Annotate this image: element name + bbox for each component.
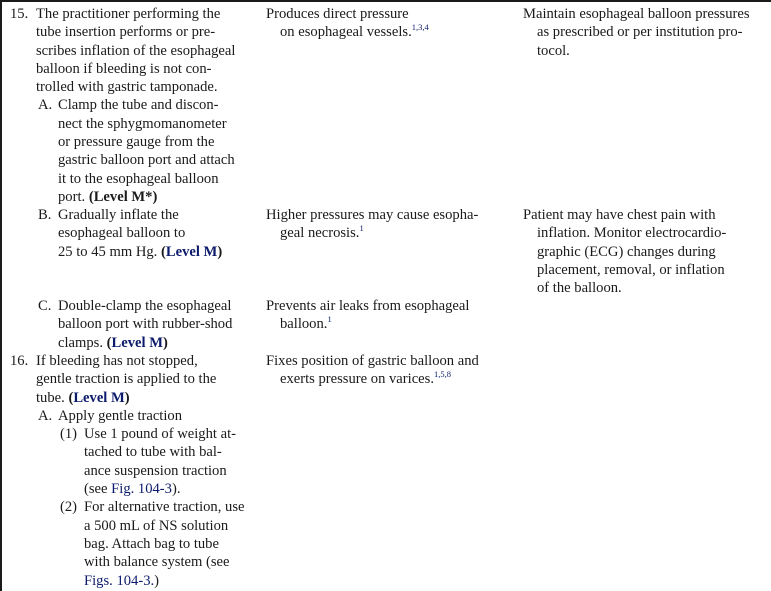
substep-label: (2) (60, 499, 78, 516)
text-line: balloon if bleeding is not con- (36, 60, 212, 77)
reference-superscript[interactable]: 1,5,8 (433, 369, 451, 380)
text-line: bag. Attach bag to tube (84, 535, 219, 552)
text-fragment: balloon. (280, 316, 328, 333)
figure-link[interactable]: Figs. 104-3. (84, 572, 155, 589)
text-line (266, 23, 516, 41)
text-line: graphic (ECG) changes during (537, 243, 716, 260)
step-16-action (10, 352, 258, 590)
text-line (58, 243, 258, 261)
text-line: Patient may have chest pain with (523, 207, 716, 223)
evidence-level (68, 390, 129, 406)
paren: ( (88, 188, 94, 205)
text-line: or pressure gauge from the (58, 134, 215, 151)
text-line: tached to tube with bal- (84, 444, 222, 461)
text-line: of the balloon. (537, 280, 622, 297)
text-fragment: ) (154, 572, 160, 589)
text-line (84, 480, 258, 498)
step-16a-2 (10, 498, 258, 589)
text-line: Gradually inflate the (58, 207, 179, 223)
step-15b-special-considerations (523, 206, 769, 297)
text-fragment: geal necrosis. (280, 225, 360, 242)
paren: ) (152, 188, 158, 205)
text-line: If bleeding has not stopped, (36, 353, 198, 369)
text-line (58, 188, 258, 206)
text-fragment: on esophageal vessels. (280, 24, 412, 41)
text-line: balloon port with rubber-shod (58, 316, 233, 333)
text-line: nect the sphygmomanometer (58, 115, 227, 132)
text-line: gentle traction is applied to the (36, 371, 217, 388)
level-link[interactable]: Level M (165, 243, 218, 260)
substep-label: B. (38, 207, 52, 223)
level-link[interactable]: Level M (73, 389, 125, 406)
text-fragment: ). (171, 481, 181, 498)
substep-label: C. (38, 298, 52, 314)
text-line: ance suspension traction (84, 462, 227, 479)
substep-label: A. (38, 407, 53, 424)
text-line: trolled with gastric tamponade. (36, 79, 218, 96)
step-16a (10, 407, 258, 425)
level-text: Level M* (93, 188, 153, 205)
text-line: Maintain esophageal balloon pressures (523, 6, 750, 22)
text-line (84, 572, 258, 590)
substep-label: A. (38, 97, 53, 114)
level-link[interactable]: Level M (111, 334, 163, 351)
text-fragment: clamps. (58, 334, 103, 351)
text-line: with balance system (see (84, 554, 230, 571)
text-fragment: 25 to 45 mm Hg. (58, 243, 158, 260)
text-line: Double-clamp the esophageal (58, 298, 232, 314)
text-line: For alternative traction, use (84, 499, 245, 516)
step-15-action (10, 5, 258, 206)
step-15-rationale (266, 5, 516, 42)
paren: ) (124, 389, 130, 406)
step-number: 16. (10, 353, 29, 369)
step-15a (10, 96, 258, 206)
figure-link[interactable]: Fig. 104-3 (111, 481, 172, 498)
text-line: Prevents air leaks from esophageal (266, 298, 470, 314)
reference-superscript[interactable]: 1 (327, 314, 332, 325)
evidence-level (89, 189, 158, 205)
text-line (266, 224, 516, 242)
text-line: Apply gentle traction (58, 407, 183, 424)
step-16-rationale (266, 352, 516, 389)
text-line: Clamp the tube and discon- (58, 97, 219, 114)
text-line: tube insertion performs or pre- (36, 24, 216, 41)
text-line (36, 389, 258, 407)
text-line: inflation. Monitor electrocardio- (537, 225, 727, 242)
text-line: The practitioner performing the (36, 6, 221, 22)
step-15c-rationale (266, 297, 516, 334)
evidence-level (161, 244, 222, 260)
step-15c-action (10, 297, 258, 352)
table-left-border (0, 0, 2, 591)
text-fragment: (see (84, 481, 112, 498)
paren: ( (106, 334, 112, 351)
text-line (58, 334, 258, 352)
text-line: Fixes position of gastric balloon and (266, 353, 479, 369)
step-15b-action (10, 206, 258, 261)
table-top-border (0, 0, 771, 2)
text-line: placement, removal, or inflation (537, 261, 725, 278)
text-line: tocol. (537, 42, 570, 59)
reference-superscript[interactable]: 1 (359, 223, 364, 234)
text-line (266, 370, 516, 388)
paren: ( (160, 243, 166, 260)
paren: ) (163, 334, 168, 351)
text-line (266, 315, 516, 333)
step-15-special-considerations (523, 5, 769, 60)
text-line: esophageal balloon to (58, 225, 186, 242)
text-line: it to the esophageal balloon (58, 170, 219, 187)
paren: ) (217, 243, 223, 260)
text-line: a 500 mL of NS solution (84, 517, 229, 534)
substep-label: (1) (60, 426, 78, 443)
text-line: gastric balloon port and attach (58, 152, 235, 169)
text-line: Use 1 pound of weight at- (84, 426, 236, 443)
text-line: as prescribed or per institution pro- (537, 24, 743, 41)
evidence-level (107, 335, 168, 351)
text-fragment: port. (58, 188, 86, 205)
reference-superscript[interactable]: 1,3,4 (411, 22, 429, 33)
text-fragment: tube. (36, 389, 65, 406)
step-16a-1 (10, 425, 258, 498)
text-line: Produces direct pressure (266, 6, 409, 22)
step-15b-rationale (266, 206, 516, 243)
text-line: Higher pressures may cause esopha- (266, 207, 479, 223)
paren: ( (68, 389, 74, 406)
text-fragment: exerts pressure on varices. (280, 371, 434, 388)
text-line: scribes inflation of the esophageal (36, 42, 236, 59)
step-number: 15. (10, 6, 29, 22)
